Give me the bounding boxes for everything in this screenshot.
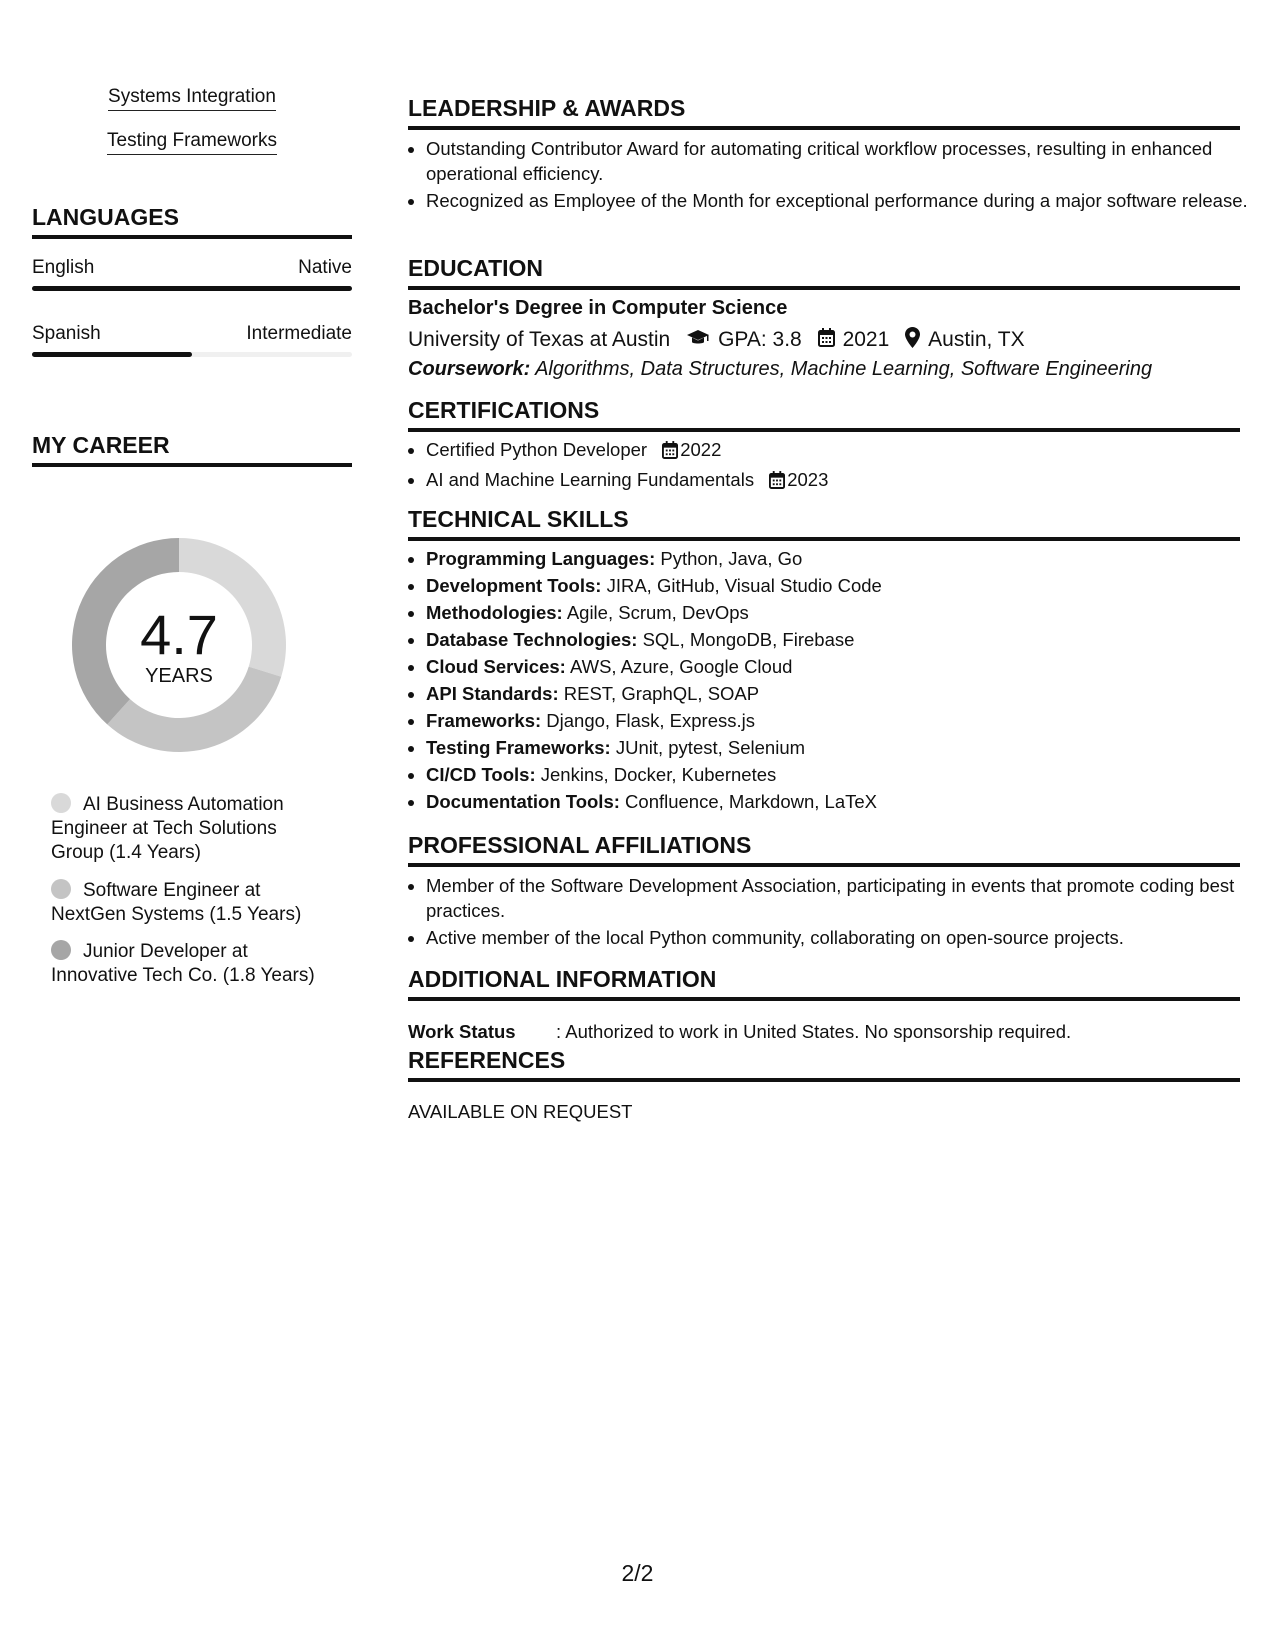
career-legend-item: Software Engineer at NextGen Systems (1.5 Years) [51,880,302,925]
list-item: • AI and Machine Learning Fundamentals 2023 [426,467,1258,495]
certification-year: 2022 [680,439,722,460]
list-item: • Testing Frameworks: JUnit, pytest, Selenium [426,735,1258,760]
languages-heading: LANGUAGES [32,204,352,239]
coursework-value: Algorithms, Data Structures, Machine Learning, Software Engineering [535,358,1153,380]
calendar-icon [662,440,678,465]
skill-tag: Systems Integration [32,86,352,111]
list-item: • Cloud Services: AWS, Azure, Google Cloud [426,654,1258,679]
list-item: • Recognized as Employee of the Month for exceptional performance during a major software release. [426,188,1258,213]
school-name: University of Texas at Austin [408,328,671,352]
language-name: English [32,257,95,278]
career-heading: MY CAREER [32,432,352,467]
list-item: • Documentation Tools: Confluence, Markdown, LaTeX [426,789,1258,814]
language-name: Spanish [32,323,101,344]
technical-skills-list [408,546,1258,816]
language-row [32,257,352,279]
list-item: • Outstanding Contributor Award for automating critical workflow processes, resulting in enhanced operational efficiency. [426,136,1258,186]
certifications-list [408,437,1258,497]
leadership-list [408,136,1258,215]
list-item: • Member of the Software Development Association, participating in events that promote coding best practices. [426,873,1258,923]
language-proficiency-bar [32,352,352,357]
work-status-label: Work Status [408,1021,516,1042]
list-item: • Certified Python Developer 2022 [426,437,1258,465]
degree-title: Bachelor's Degree in Computer Science [408,297,788,319]
list-item: • Methodologies: Agile, Scrum, DevOps [426,600,1258,625]
skill-tag: Testing Frameworks [32,130,352,155]
education-details [408,327,1025,354]
career-legend-item: AI Business Automation Engineer at Tech Solutions Group (1.4 Years) [51,794,284,863]
certifications-heading: CERTIFICATIONS [408,397,1240,432]
references-text: AVAILABLE ON REQUEST [408,1101,633,1122]
calendar-icon [818,328,835,353]
coursework [408,358,1152,381]
references-heading: REFERENCES [408,1047,1240,1082]
list-item: • Development Tools: JIRA, GitHub, Visual Studio Code [426,573,1258,598]
language-row [32,323,352,345]
gpa: GPA: 3.8 [718,328,802,352]
legend-dot [51,879,71,899]
career-legend-item: Junior Developer at Innovative Tech Co. (1.8 Years) [51,941,315,986]
language-proficiency-fill [32,286,352,291]
list-item: • Frameworks: Django, Flask, Express.js [426,708,1258,733]
calendar-icon [769,470,785,495]
career-years-unit: YEARS [145,665,213,687]
affiliations-heading: PROFESSIONAL AFFILIATIONS [408,832,1240,867]
list-item: • Active member of the local Python community, collaborating on open-source projects. [426,925,1258,950]
coursework-label: Coursework: [408,358,531,380]
education-heading: EDUCATION [408,255,1240,290]
career-total-years: 4.7 [140,603,218,666]
list-item: • CI/CD Tools: Jenkins, Docker, Kubernetes [426,762,1258,787]
language-proficiency-fill [32,352,192,357]
work-status-value: : Authorized to work in United States. No sponsorship required. [556,1021,1072,1042]
graduation-year: 2021 [842,328,890,352]
language-proficiency-bar [32,286,352,291]
legend-dot [51,793,71,813]
list-item: • API Standards: REST, GraphQL, SOAP [426,681,1258,706]
graduation-cap-icon [686,329,710,353]
legend-dot [51,940,71,960]
location-pin-icon [905,327,920,354]
career-donut-chart [64,530,294,760]
list-item: • Database Technologies: SQL, MongoDB, Firebase [426,627,1258,652]
affiliations-list [408,873,1258,952]
leadership-heading: LEADERSHIP & AWARDS [408,95,1240,130]
work-status-row [408,1021,1071,1043]
certification-year: 2023 [787,469,829,490]
list-item: • Programming Languages: Python, Java, Go [426,546,1258,571]
technical-skills-heading: TECHNICAL SKILLS [408,506,1240,541]
language-level: Intermediate [246,323,352,344]
education-location: Austin, TX [928,328,1025,352]
language-level: Native [298,257,352,278]
additional-info-heading: ADDITIONAL INFORMATION [408,966,1240,1001]
page-number: 2/2 [621,1560,654,1586]
